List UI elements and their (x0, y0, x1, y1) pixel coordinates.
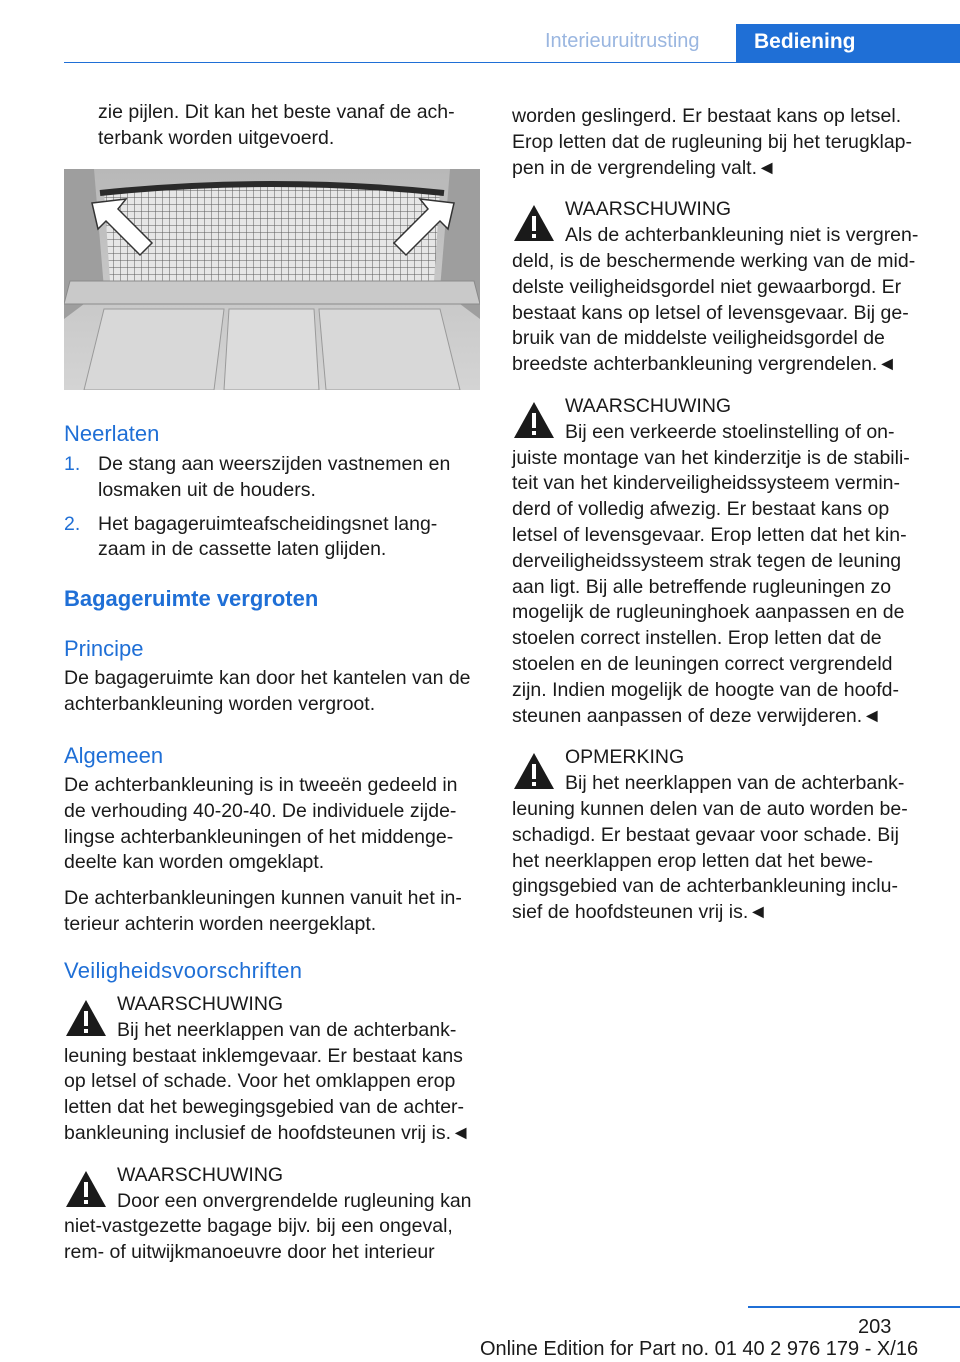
warning-triangle-icon (64, 1169, 108, 1209)
left-warnings (64, 992, 478, 1282)
cargo-net-illustration (64, 169, 480, 390)
footer-edition: Online Edition for Part no. 01 40 2 976 179 - X/16 (480, 1338, 919, 1360)
steps-list (64, 452, 478, 571)
principe-text: De bagageruimte kan door het kantelen van de achterbankleuning worden vergroot. (64, 667, 471, 715)
warning-text: Als de achterbankleuning niet is vergren-deld, is de beschermende werking van de mid-delste veiligheidsgordel niet gewaarborgd. Er bestaat kans op letsel of levensgevaar. Bij ge-bruik van de middelste veiligheidsgordel de breedste achterbankleuning vergrendelen.◄ (512, 224, 919, 376)
algemeen-heading: Algemeen (64, 743, 164, 768)
note-title: OPMERKING (565, 746, 685, 769)
warning-block (512, 197, 926, 378)
section-heading: Bagageruimte vergroten (64, 586, 319, 611)
warning-triangle-icon (512, 751, 556, 791)
header-chapter-tab: Bediening (736, 24, 960, 62)
step-number: 2. (64, 512, 81, 535)
warning-title: WAARSCHUWING (565, 198, 732, 221)
neerlaten-heading: Neerlaten (64, 421, 160, 446)
header-rule (64, 62, 960, 63)
header-section-title: Interieuruitrusting (545, 30, 700, 52)
list-item (64, 452, 478, 504)
footer-rule (748, 1306, 960, 1308)
list-item (64, 512, 478, 564)
warning-triangle-icon (512, 400, 556, 440)
note-block (512, 745, 926, 926)
warning-text: Bij een verkeerde stoelinstelling of on-juiste montage van het kinderzitje is de stabili-teit van het kinderveiligheidssysteem vermin-derd of volledig afwezig. Er bestaat kans op letsel of levensgevaar. Erop letten dat het kin-derveiligheidssysteem strak tegen de leuning aan ligt. Bij alle betreffende rugleuningen zo mogelijk de rugleuninghoek aanpassen en de stoelen correct instellen. Erop letten dat de stoelen en de leuningen correct vergrendeld zijn. Indien mogelijk de hoogte van de hoofd-steunen aanpassen of deze verwijderen.◄ (512, 420, 910, 727)
intro-text: zie pijlen. Dit kan het beste vanaf de ach- terbank worden uitgevoerd. (98, 101, 455, 149)
warning-triangle-icon (512, 203, 556, 243)
warning-text: Bij het neerklappen van de achterbank-leuning bestaat inklemgevaar. Er bestaat kans op letsel of schade. Voor het omklappen erop letten dat het bewegingsgebied van de achter-bankleuning inclusief de hoofdsteunen vrij is.◄ (64, 1018, 471, 1144)
warning-title: WAARSCHUWING (117, 993, 284, 1015)
warning-triangle-icon (64, 998, 108, 1038)
paragraph: De achterbankleuningen kunnen vanuit het in-terieur achterin worden neergeklapt. (64, 887, 462, 935)
note-text: Bij het neerklappen van de achterbank-leuning kunnen delen van de auto worden be-schadigd. Er bestaat gevaar voor schade. Bij het neerklappen erop letten dat het bewe-gingsgebied van de achterbankleuning inclu-sief de hoofdsteunen vrij is.◄ (512, 772, 908, 924)
warning-block (512, 394, 926, 729)
veiligheid-heading: Veiligheidsvoorschriften (64, 958, 303, 983)
warning-block (64, 992, 478, 1147)
principe-heading: Principe (64, 636, 144, 661)
warning-title: WAARSCHUWING (117, 1163, 284, 1186)
algemeen-text (64, 773, 478, 948)
warning-text: Door een onvergrendelde rugleuning kan niet-vastgezette bagage bijv. bij een ongeval, rem- of uitwijkmanoeuvre door het interieur (64, 1189, 472, 1264)
warning-title: WAARSCHUWING (565, 394, 732, 417)
step-text: De stang aan weerszijden vastnemen en losmaken uit de houders. (98, 453, 451, 501)
step-text: Het bagageruimteafscheidingsnet lang-zaam in de cassette laten glijden. (98, 512, 438, 561)
step-number: 1. (64, 453, 81, 475)
paragraph: De achterbankleuning is in tweeën gedeeld in de verhouding 40-20-40. De individuele zijde-lingse achterbankleuningen of het middenge-deelte kan worden omgeklapt. (64, 774, 458, 874)
right-column (512, 104, 926, 942)
continued-text: worden geslingerd. Er bestaat kans op letsel. Erop letten dat de rugleuning bij het terugklap-pen in de vergrendeling valt.◄ (512, 105, 913, 179)
warning-block (64, 1163, 478, 1266)
page-number: 203 (858, 1316, 892, 1338)
